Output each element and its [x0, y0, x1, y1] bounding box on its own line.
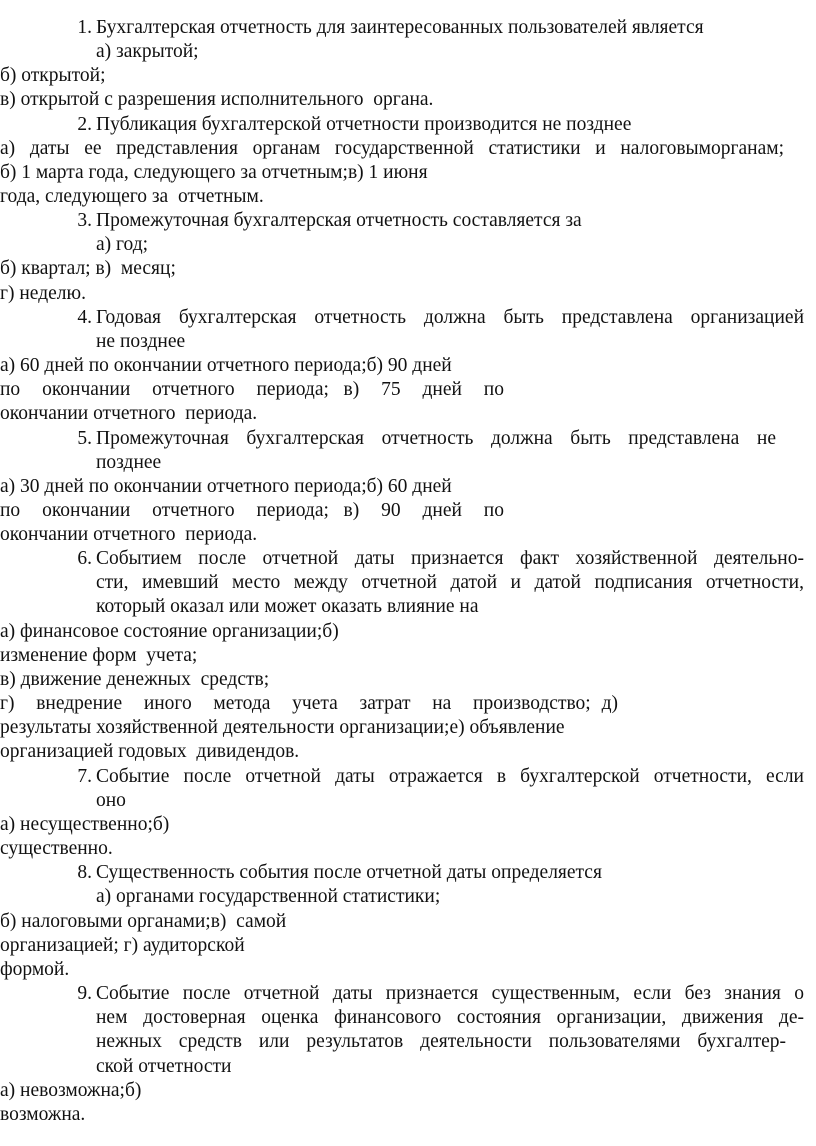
- question-text: Событие после отчетной даты отражается в бухгалтерской отчетности, если: [96, 766, 804, 787]
- answer-line: организацией годовых дивидендов.: [0, 741, 300, 762]
- answer-line: б) квартал; в) месяц;: [0, 258, 176, 279]
- answer-line: результаты хозяйственной деятельности организации;е) объявление: [0, 717, 565, 738]
- answer-line: а) финансовое состояние организации;б): [0, 621, 339, 642]
- question-number: 6.: [77, 548, 92, 569]
- question-number: 2.: [77, 114, 92, 135]
- answer-line: в) движение денежных средств;: [0, 669, 270, 690]
- question-number: 9.: [77, 983, 92, 1004]
- question-number: 5.: [77, 428, 92, 449]
- question-text: нежных средств или результатов деятельности пользователями бухгалтер-: [96, 1031, 786, 1052]
- answer-line: года, следующего за отчетным.: [0, 186, 264, 207]
- question-text: Существенность события после отчетной даты определяется: [96, 862, 602, 883]
- answer-line: г) неделю.: [0, 283, 86, 304]
- answer-line: окончании отчетного периода.: [0, 524, 258, 545]
- answer-line: б) открытой;: [0, 65, 106, 86]
- answer-line: б) 1 марта года, следующего за отчетным;в) 1 июня: [0, 162, 428, 183]
- answer-line: г) внедрение иного метода учета затрат на производство; д): [0, 693, 618, 714]
- question-number: 8.: [77, 862, 92, 883]
- answer-line: возможна.: [0, 1104, 86, 1125]
- answer-line: по окончании отчетного периода; в) 75 дней по: [0, 379, 504, 400]
- question-text: Бухгалтерская отчетность для заинтересованных пользователей является: [96, 17, 704, 38]
- answer-line: а) несущественно;б): [0, 814, 170, 835]
- question-number: 3.: [77, 210, 92, 231]
- question-text: оно: [96, 790, 126, 811]
- answer-line: окончании отчетного периода.: [0, 403, 258, 424]
- answer-line: а) 30 дней по окончании отчетного периода;б) 60 дней: [0, 476, 452, 497]
- answer-line: а) органами государственной статистики;: [96, 886, 441, 907]
- answer-line: формой.: [0, 959, 70, 980]
- question-text: Промежуточная бухгалтерская отчетность должна быть представлена не: [96, 428, 776, 449]
- answer-line: изменение форм учета;: [0, 645, 198, 666]
- answer-line: а) год;: [96, 234, 149, 255]
- answer-line: существенно.: [0, 838, 113, 859]
- question-text: Публикация бухгалтерской отчетности производится не позднее: [96, 114, 632, 135]
- question-text: сти, имевший место между отчетной датой и датой подписания отчетности,: [96, 572, 804, 593]
- answer-line: а) даты ее представления органам государственной статистики и налоговыморганам;: [0, 138, 784, 159]
- question-text: нем достоверная оценка финансового состояния организации, движения де-: [96, 1007, 804, 1028]
- question-number: 7.: [77, 766, 92, 787]
- answer-line: а) невозможна;б): [0, 1080, 142, 1101]
- answer-line: б) налоговыми органами;в) самой: [0, 911, 287, 932]
- answer-line: а) закрытой;: [96, 41, 199, 62]
- question-number: 4.: [77, 307, 92, 328]
- answer-line: организацией; г) аудиторской: [0, 935, 245, 956]
- question-text: Годовая бухгалтерская отчетность должна быть представлена организацией: [96, 307, 804, 328]
- answer-line: в) открытой с разрешения исполнительного органа.: [0, 89, 434, 110]
- question-text: Промежуточная бухгалтерская отчетность составляется за: [96, 210, 582, 231]
- question-text: Событие после отчетной даты признается существенным, если без знания о: [96, 983, 804, 1004]
- question-text: не позднее: [96, 331, 186, 352]
- question-text: ской отчетности: [96, 1056, 232, 1077]
- question-text: Событием после отчетной даты признается факт хозяйственной деятельно-: [96, 548, 804, 569]
- question-number: 1.: [77, 17, 92, 38]
- answer-line: а) 60 дней по окончании отчетного периода;б) 90 дней: [0, 355, 452, 376]
- answer-line: по окончании отчетного периода; в) 90 дней по: [0, 500, 504, 521]
- question-text: позднее: [96, 452, 162, 473]
- question-text: который оказал или может оказать влияние на: [96, 596, 479, 617]
